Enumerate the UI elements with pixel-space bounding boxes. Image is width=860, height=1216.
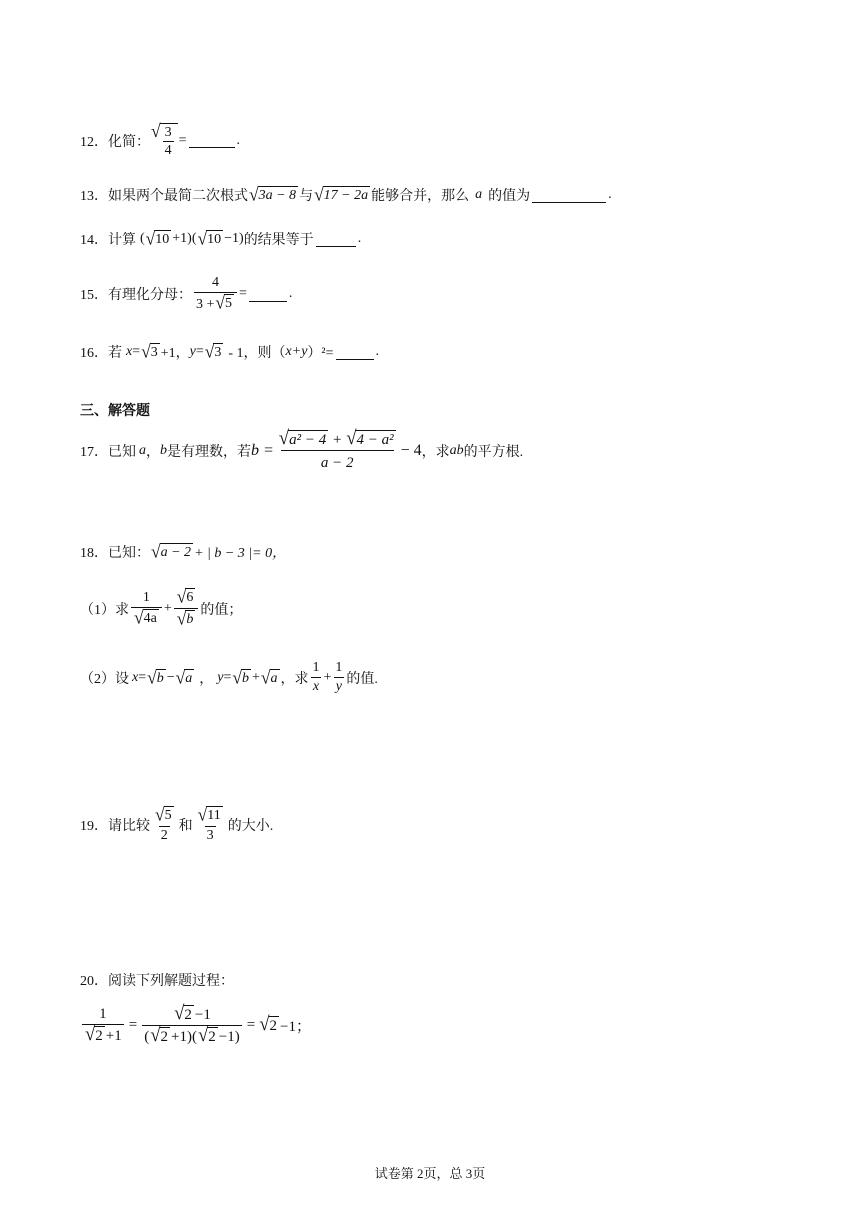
math-expression: x+y	[285, 344, 308, 359]
plus-sign: +	[251, 669, 260, 685]
radicand: 3	[214, 345, 222, 361]
plus-sign: +	[323, 669, 332, 685]
sqrt-expression: √ 5	[215, 291, 233, 313]
answer-blank	[249, 287, 287, 302]
fraction	[276, 427, 399, 472]
fraction-denominator: 2	[160, 828, 168, 843]
question-text: （1）求	[80, 602, 129, 618]
fraction	[152, 803, 177, 844]
question-text: +1，	[160, 346, 190, 361]
radicand: 2	[184, 1007, 192, 1023]
punctuation: ，	[146, 445, 160, 460]
radicand: 10	[155, 232, 170, 248]
radicand: b	[186, 612, 194, 627]
fraction-numerator	[276, 427, 399, 450]
equals-sign: =	[138, 669, 147, 685]
answer-blank	[532, 188, 606, 203]
punctuation: ，	[199, 671, 214, 687]
fraction-numerator: 3	[164, 125, 172, 140]
question-text: 的值为	[488, 189, 531, 204]
variable: a	[139, 443, 146, 458]
question-text: 与	[299, 189, 314, 204]
period: .	[236, 132, 241, 148]
question-text: 的值；	[200, 602, 243, 618]
plus-sign: +	[332, 432, 342, 448]
sqrt-expression: √ 10	[145, 227, 170, 249]
question-20-example	[80, 1002, 311, 1047]
sqrt-expression: √ 11	[197, 803, 221, 825]
period: .	[375, 344, 380, 359]
variable: y	[217, 669, 224, 685]
question-18-part-1	[80, 585, 243, 629]
fraction-numerator	[195, 803, 226, 826]
fraction-numerator	[171, 1002, 213, 1025]
radicand: 17 − 2a	[323, 188, 369, 204]
question-text: 有理化分母：	[108, 288, 192, 303]
sqrt-expression: √ 2	[150, 1024, 169, 1047]
radicand: 3	[150, 345, 158, 361]
answer-blank	[316, 232, 356, 247]
question-15	[80, 275, 292, 313]
sqrt-expression: √ a	[175, 666, 193, 688]
plus-sign: +	[163, 600, 172, 616]
sqrt-expression: √ a² − 4	[278, 427, 327, 450]
sqrt-expression: √ b	[232, 666, 249, 688]
question-13	[80, 185, 612, 205]
fraction	[131, 590, 162, 628]
variable: ab	[449, 443, 464, 458]
radicand: a	[185, 670, 193, 686]
radicand: 2	[160, 1029, 169, 1045]
fraction-numerator: 4	[212, 275, 219, 290]
question-text: 是有理数，若	[167, 445, 251, 460]
question-number: 20．	[80, 974, 108, 989]
equals-sign: =	[223, 669, 232, 685]
variable: x	[132, 669, 139, 685]
fraction-denominator: 4	[164, 143, 172, 159]
fraction	[311, 660, 322, 695]
sqrt-expression: √ 3	[204, 340, 222, 362]
sqrt-expression: √ b	[147, 666, 164, 688]
question-number: 13．	[80, 189, 108, 204]
radicand: b	[156, 670, 164, 686]
radicand: 2	[208, 1029, 216, 1045]
equals-sign: =	[128, 1017, 138, 1033]
period: .	[357, 231, 362, 246]
question-19	[80, 803, 274, 844]
radicand: 2	[269, 1018, 278, 1035]
question-number: 18．	[80, 546, 108, 561]
sqrt-expression: √ a − 2	[151, 540, 192, 562]
fraction	[82, 1006, 124, 1045]
math-symbol: +1)(	[172, 231, 197, 246]
question-text: 计算	[108, 233, 136, 248]
question-text: 已知	[108, 445, 136, 460]
equals-sign: =	[246, 1017, 256, 1033]
question-text: 的结果等于	[243, 233, 314, 248]
question-text: - 1，则（	[228, 346, 286, 361]
question-text: （2）设	[80, 671, 129, 687]
question-text: 和	[178, 819, 193, 834]
answer-blank	[336, 345, 374, 360]
question-text: 已知：	[108, 546, 150, 561]
answer-blank	[189, 133, 235, 148]
fraction-numerator	[152, 803, 177, 826]
question-text: ，求	[421, 445, 450, 460]
fraction-denominator: 3	[206, 828, 214, 843]
question-number: 16．	[80, 346, 108, 361]
question-text: 的平方根.	[463, 445, 524, 460]
radicand: b	[241, 670, 249, 686]
sqrt-expression: √ 17 − 2a	[314, 183, 369, 205]
question-text: ）²=	[307, 346, 334, 361]
sqrt-expression: √ 3a − 8	[249, 183, 297, 205]
question-text: 如果两个最简二次根式	[108, 189, 248, 204]
fraction	[195, 803, 226, 844]
variable: y	[189, 344, 196, 359]
math-symbol: (	[144, 1029, 150, 1045]
radicand: 6	[186, 590, 194, 605]
radicand: 4 − a²	[356, 432, 394, 448]
question-text: 化简：	[108, 134, 150, 150]
fraction-denominator: y	[335, 679, 343, 694]
fraction-numerator: 1	[312, 660, 320, 675]
sqrt-expression: √ 6	[176, 585, 194, 607]
question-18	[80, 542, 286, 562]
section-heading: 三、解答题	[80, 402, 150, 418]
sqrt-expression: √ b	[176, 607, 194, 629]
variable: b	[160, 443, 167, 458]
sqrt-expression: √ 2	[174, 1002, 192, 1025]
fraction-denominator	[174, 608, 199, 629]
sqrt-expression: √ 2	[197, 1024, 216, 1047]
variable: x	[126, 344, 133, 359]
question-text: 若	[108, 346, 122, 361]
denominator-term: +1	[105, 1028, 122, 1044]
period: .	[608, 187, 612, 202]
math-symbol: +1)(	[171, 1029, 197, 1045]
minus-sign: −	[166, 669, 175, 685]
question-text: 的值.	[346, 671, 378, 687]
radicand: 10	[207, 232, 222, 248]
radicand: a	[270, 670, 278, 686]
fraction-numerator: 1	[99, 1006, 107, 1022]
question-text: 请比较	[108, 819, 150, 834]
denominator-term: 3 +	[196, 297, 215, 312]
sqrt-expression: √ 2	[259, 1013, 278, 1036]
equals-sign: =	[178, 132, 187, 148]
sqrt-expression: √ 2	[85, 1023, 103, 1046]
radicand: 5	[225, 296, 233, 311]
math-symbol: −1)	[224, 231, 244, 246]
radicand: 5	[164, 808, 172, 823]
question-text: ，求	[280, 671, 309, 687]
question-16	[80, 342, 379, 362]
question-17	[80, 427, 524, 472]
math-expression: − 4	[400, 442, 422, 459]
sqrt-expression: √ $\frac{3}{4}$	[151, 123, 178, 159]
sqrt-expression: √ a	[260, 666, 278, 688]
question-number: 17．	[80, 445, 108, 460]
fraction	[333, 660, 344, 695]
sqrt-expression: √ 4a	[134, 605, 157, 627]
fraction-denominator	[142, 1025, 242, 1046]
sqrt-expression: √ 5	[155, 803, 172, 825]
fraction-denominator: a − 2	[281, 450, 394, 472]
fraction-numerator: 1	[335, 660, 343, 675]
radicand: 2	[95, 1028, 103, 1044]
fraction	[142, 1002, 242, 1047]
question-20	[80, 970, 234, 990]
period: .	[288, 286, 293, 301]
radicand: 4a	[143, 610, 157, 626]
math-expression: −1；	[280, 1019, 311, 1035]
numerator-term: −1	[194, 1007, 211, 1023]
equals-sign: =	[239, 286, 247, 301]
sqrt-expression: √ 4 − a²	[346, 427, 394, 450]
question-14	[80, 229, 361, 249]
fraction	[174, 585, 199, 629]
question-number: 14．	[80, 233, 108, 248]
fraction-denominator: x	[312, 679, 320, 694]
question-number: 19．	[80, 819, 108, 834]
question-text: 阅读下列解题过程：	[108, 974, 234, 989]
radicand: a² − 4	[289, 432, 327, 448]
question-text: 能够合并，那么	[371, 189, 470, 204]
math-expression: b =	[251, 442, 274, 459]
sqrt-expression: √ 3	[141, 340, 158, 362]
page-footer: 试卷第 2页，总 3页	[374, 1166, 486, 1181]
fraction	[194, 275, 237, 313]
math-symbol: (	[140, 231, 145, 246]
fraction-denominator	[82, 1024, 124, 1045]
question-number: 15．	[80, 288, 108, 303]
math-expression: + | b − 3 |= 0，	[194, 546, 287, 561]
fraction-denominator	[131, 607, 162, 628]
sqrt-expression: √ 10	[197, 227, 222, 249]
equals-sign: =	[195, 344, 204, 359]
question-18-part-2	[80, 660, 378, 695]
question-12	[80, 120, 241, 159]
question-text: 的大小.	[227, 819, 274, 834]
fraction-numerator: 1	[142, 589, 150, 605]
radicand: 3a − 8	[258, 188, 297, 204]
math-symbol: −1)	[218, 1029, 240, 1045]
fraction-numerator	[174, 585, 199, 608]
fraction-denominator	[194, 292, 237, 313]
radicand: a − 2	[160, 545, 192, 561]
equals-sign: =	[132, 344, 141, 359]
radicand: 11	[207, 808, 221, 823]
question-number: 12．	[80, 134, 108, 150]
variable: a	[475, 187, 483, 202]
